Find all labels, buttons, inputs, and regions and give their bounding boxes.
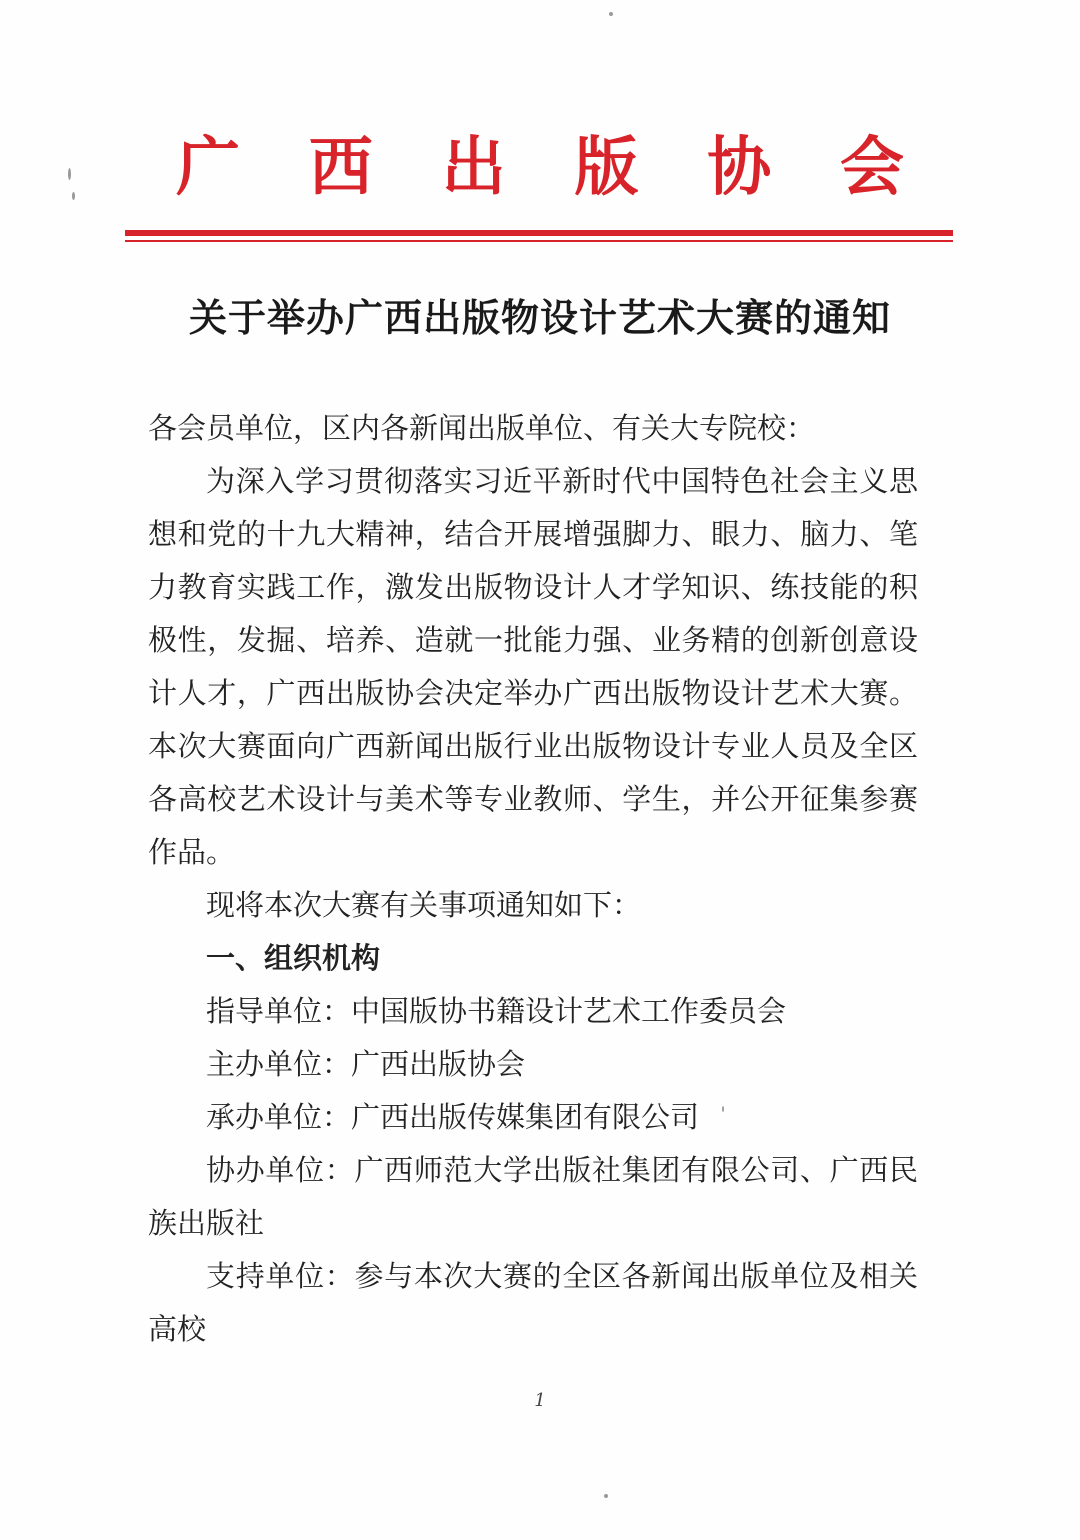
org-item-guide: 指导单位：中国版协书籍设计艺术工作委员会 <box>206 994 787 1028</box>
section-heading: 一、组织机构 <box>206 941 381 975</box>
document-body <box>148 402 918 1356</box>
org-item-host: 主办单位：广西出版协会 <box>206 1047 526 1081</box>
letterhead-char: 广 <box>176 130 240 205</box>
salutation: 各会员单位，区内各新闻出版单位、有关大专院校： <box>148 411 816 445</box>
scan-speck <box>722 1106 724 1112</box>
org-item-supporter: 支持单位：参与本次大赛的全区各新闻出版单位及相关高校 <box>148 1259 918 1346</box>
document-title: 关于举办广西出版物设计艺术大赛的通知 <box>188 296 891 340</box>
letterhead-char: 协 <box>707 130 772 205</box>
scan-speck <box>68 168 71 180</box>
org-item-co-organizer: 协办单位：广西师范大学出版社集团有限公司、广西民族出版社 <box>148 1153 918 1240</box>
scan-speck <box>604 1494 608 1498</box>
letterhead-char: 西 <box>308 130 373 205</box>
letterhead-char: 出 <box>441 130 506 205</box>
intro-paragraph: 为深入学习贯彻落实习近平新时代中国特色社会主义思想和党的十九大精神，结合开展增强脚力、眼力、脑力、笔力教育实践工作，激发出版物设计人才学知识、练技能的积极性，发掘、培养、造就一批能力强、业务精的创新创意设计人才，广西出版协会决定举办广西出版物设计艺术大赛。本次大赛面向广西新闻出版行业出版物设计专业人员及全区各高校艺术设计与美术等专业教师、学生，并公开征集参赛作品。 <box>148 464 918 869</box>
scan-speck <box>609 12 613 16</box>
letterhead-rule-thin <box>125 240 953 242</box>
notice-paragraph: 现将本次大赛有关事项通知如下： <box>206 888 642 922</box>
letterhead-char: 版 <box>574 130 639 205</box>
letterhead-char: 会 <box>839 130 904 205</box>
scan-speck <box>72 192 75 200</box>
org-item-organizer: 承办单位：广西出版传媒集团有限公司 <box>206 1100 700 1134</box>
page-number: 1 <box>534 1390 546 1411</box>
letterhead <box>168 128 912 208</box>
letterhead-rule-thick <box>125 230 953 236</box>
